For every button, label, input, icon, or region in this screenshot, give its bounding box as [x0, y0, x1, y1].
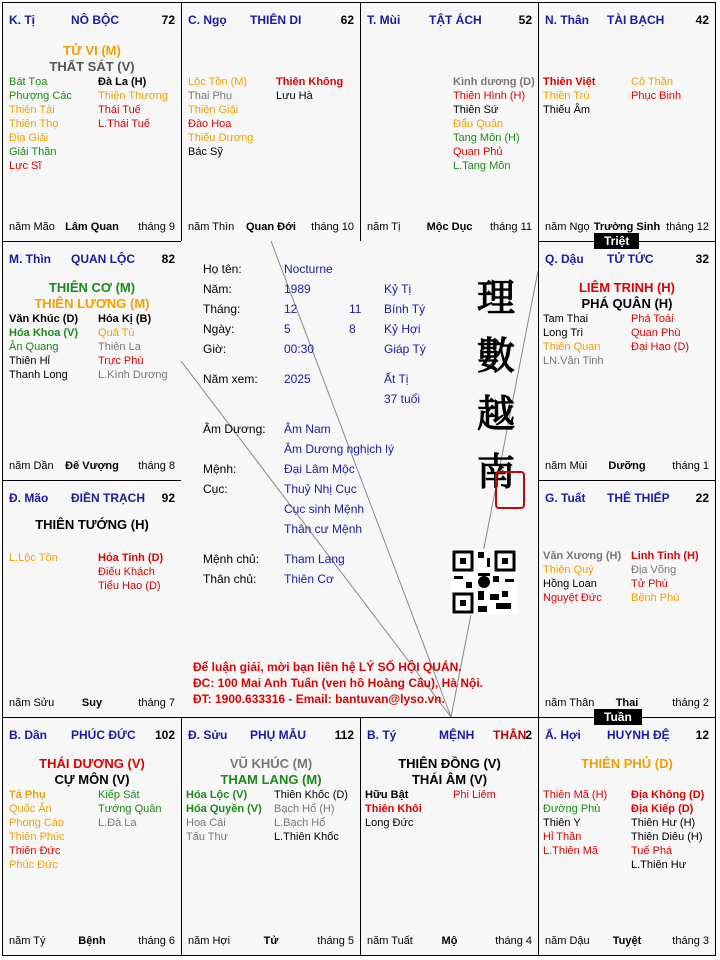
palace-month: tháng 2	[672, 697, 709, 709]
tuan-tag: Tuần	[594, 709, 642, 725]
label-am-duong: Âm Dương:	[203, 422, 266, 436]
palace-month: tháng 6	[138, 935, 175, 947]
minor-star: Phá Toái	[631, 313, 674, 325]
value-menh: Đại Lâm Mộc	[284, 462, 355, 476]
value-gio: 00:30	[284, 342, 315, 356]
palace-year: năm Tị	[367, 221, 401, 233]
palace-year: năm Mùi	[545, 460, 588, 472]
minor-star: Văn Khúc (D)	[9, 313, 79, 325]
value-thang-al: 11	[349, 302, 362, 316]
minor-star: Thiên Khốc (D)	[274, 789, 348, 801]
minor-star: L.Lộc Tồn	[9, 552, 58, 564]
minor-star: Thiên Phúc	[9, 831, 65, 843]
minor-star: Phong Cáo	[9, 817, 65, 829]
minor-star: Phi Liêm	[453, 789, 496, 801]
minor-star: Đà La (H)	[98, 76, 147, 88]
minor-star: L.Thiên Mã	[543, 845, 599, 857]
palace-hoi	[538, 717, 716, 956]
label-nam-xem: Năm xem:	[203, 372, 258, 386]
truong-sinh: Suy	[81, 697, 103, 709]
palace-name: TÀI BẠCH	[607, 13, 665, 27]
minor-star: Nguyệt Đức	[543, 592, 602, 604]
palace-number: 2	[525, 728, 532, 742]
minor-star: Ân Quang	[9, 341, 59, 353]
label-ho-ten: Họ tên:	[203, 262, 242, 276]
minor-star: Hỏa Tinh (D)	[98, 552, 164, 564]
value-tuoi: 37 tuổi	[384, 392, 421, 406]
minor-star: Bệnh Phù	[631, 592, 680, 604]
palace-number: 12	[695, 728, 709, 742]
main-star: THÁI DƯƠNG (V)	[39, 756, 145, 771]
minor-star: Thiên Trù	[543, 90, 590, 102]
minor-star: Trực Phù	[98, 355, 144, 367]
minor-star: Thanh Long	[9, 369, 68, 381]
value-thang-can: Bính Tý	[384, 302, 426, 316]
minor-star: L.Thiên Hư	[631, 859, 687, 871]
palace-month: tháng 1	[672, 460, 709, 472]
palace-ty	[360, 717, 539, 956]
brand-char: 南	[476, 449, 515, 494]
minor-star: Hóa Khoa (V)	[9, 327, 79, 339]
palace-number: 52	[518, 13, 532, 27]
minor-star: Thiên Quan	[543, 341, 601, 353]
minor-star: Quan Phủ	[453, 146, 503, 158]
minor-star: Thiên Thương	[98, 90, 169, 102]
minor-star: Hóa Kị (B)	[98, 313, 152, 325]
palace-name: TẬT ÁCH	[429, 13, 482, 27]
minor-star: Tả Phụ	[9, 789, 46, 801]
palace-number: 62	[340, 13, 354, 27]
minor-star: Lực Sĩ	[9, 160, 42, 172]
palace-name: PHÚC ĐỨC	[71, 728, 136, 742]
label-than-chu: Thân chủ:	[203, 572, 257, 586]
palace-dau	[538, 241, 716, 481]
value-ho-ten: Nocturne	[284, 262, 333, 276]
truong-sinh: Tử	[263, 935, 279, 947]
minor-star: Kiếp Sát	[98, 789, 140, 801]
minor-star: Quả Tú	[98, 327, 135, 339]
center-info-panel	[181, 241, 538, 717]
minor-star: Đẩu Quân	[453, 118, 504, 130]
palace-number: 82	[161, 252, 175, 266]
minor-star: L.Thiên Khốc	[274, 831, 339, 843]
palace-branch: G. Tuất	[545, 491, 586, 505]
main-star: THÁI ÂM (V)	[411, 772, 488, 787]
truong-sinh: Thai	[615, 697, 639, 709]
minor-star: Thiên Hư (H)	[631, 817, 696, 829]
palace-name: PHỤ MẪU	[250, 728, 306, 742]
minor-star: Hồng Loan	[543, 578, 597, 590]
label-gio: Giờ:	[203, 342, 227, 356]
qr-code-icon	[451, 549, 517, 615]
value-thang: 12	[284, 302, 298, 316]
value-cuc-3: Thân cư Mệnh	[284, 522, 363, 536]
minor-star: Thai Phụ	[188, 90, 233, 102]
truong-sinh: Lâm Quan	[65, 221, 119, 233]
minor-star: Đào Hoa	[188, 118, 232, 130]
minor-star: Phượng Các	[9, 90, 72, 102]
minor-star: Giải Thần	[9, 146, 57, 158]
palace-year: năm Dần	[9, 460, 54, 472]
red-seal-icon	[495, 471, 525, 509]
palace-branch: N. Thân	[545, 13, 589, 27]
value-nam-xem: 2025	[284, 372, 311, 386]
minor-star: Kình dương (D)	[453, 76, 535, 88]
minor-star: Cô Thần	[631, 76, 673, 88]
palace-month: tháng 4	[495, 935, 532, 947]
palace-suu	[181, 717, 361, 956]
value-cuc-2: Cục sinh Mệnh	[284, 502, 365, 516]
minor-star: Thiên La	[98, 341, 141, 353]
main-star: PHÁ QUÂN (H)	[581, 296, 673, 311]
minor-star: Hỉ Thần	[543, 831, 582, 843]
minor-star: Địa Võng	[631, 564, 677, 576]
minor-star: Hoa Cái	[186, 817, 226, 829]
minor-star: Tướng Quân	[98, 803, 162, 815]
palace-thin	[2, 241, 182, 481]
palace-branch: T. Mùi	[367, 13, 401, 27]
palace-branch: Đ. Mão	[9, 491, 49, 505]
minor-star: Quan Phù	[631, 327, 681, 339]
minor-star: Tấu Thư	[186, 831, 229, 843]
palace-month: tháng 7	[138, 697, 175, 709]
value-menh-chu: Tham Lang	[284, 552, 345, 566]
truong-sinh: Quan Đới	[246, 221, 296, 233]
minor-star: L.Thái Tuế	[98, 118, 150, 130]
main-star: CỰ MÔN (V)	[54, 772, 130, 787]
value-ngay: 5	[284, 322, 291, 336]
value-nam-can: Kỷ Tị	[384, 282, 412, 296]
palace-name: HUYNH ĐỆ	[607, 728, 670, 742]
minor-star: Tiểu Hao (D)	[98, 580, 161, 592]
palace-mao	[2, 480, 182, 718]
contact-line: ĐC: 100 Mai Anh Tuấn (ven hồ Hoàng Cầu), Hà Nội.	[193, 676, 484, 690]
minor-star: Thiên Thọ	[9, 118, 59, 130]
palace-branch: B. Tý	[367, 728, 397, 742]
palace-branch: M. Thìn	[9, 252, 51, 266]
brand-char: 理	[476, 275, 515, 320]
main-star: THIÊN PHỦ (D)	[581, 756, 673, 771]
minor-star: Phúc Đức	[9, 859, 58, 871]
main-star: TỬ VI (M)	[63, 43, 121, 58]
palace-year: năm Tuất	[367, 935, 413, 947]
minor-star: Điếu Khách	[98, 566, 155, 578]
minor-star: Phục Binh	[631, 90, 682, 102]
palace-number: 72	[161, 13, 175, 27]
minor-star: L.Bạch Hổ	[274, 817, 326, 829]
palace-than	[538, 2, 716, 242]
palace-branch: K. Tị	[9, 13, 35, 27]
value-am-duong-2: Âm Dương nghịch lý	[284, 442, 394, 456]
minor-star: Bạch Hổ (H)	[274, 803, 335, 815]
minor-star: Thái Tuế	[98, 104, 141, 116]
value-nam-xem-can: Ất Tị	[384, 372, 409, 386]
palace-ngo	[181, 2, 361, 242]
minor-star: Địa Kiếp (D)	[631, 803, 694, 815]
brand-char: 數	[476, 333, 515, 378]
minor-star: Đại Hao (D)	[631, 341, 690, 353]
minor-star: Hóa Quyền (V)	[186, 803, 262, 815]
minor-star: Linh Tinh (H)	[631, 550, 699, 562]
minor-star: Lộc Tồn (M)	[188, 76, 248, 88]
label-ngay: Ngày:	[203, 322, 235, 336]
palace-month: tháng 5	[317, 935, 354, 947]
main-star: THIÊN LƯƠNG (M)	[34, 296, 150, 311]
minor-star: Lưu Hà	[276, 90, 313, 102]
minor-star: Thiên Hình (H)	[453, 90, 526, 102]
label-menh: Mệnh:	[203, 462, 237, 476]
minor-star: L.Kình Dương	[98, 369, 168, 381]
palace-number: 32	[695, 252, 709, 266]
main-star: THIÊN ĐỒNG (V)	[398, 756, 501, 771]
value-nam: 1989	[284, 282, 311, 296]
palace-branch: Đ. Sửu	[188, 728, 228, 742]
minor-star: Bát Tọa	[9, 76, 48, 88]
label-thang: Tháng:	[203, 302, 241, 316]
minor-star: Thiên Diêu (H)	[631, 831, 703, 843]
palace-year: năm Thìn	[188, 221, 235, 233]
main-star: THẤT SÁT (V)	[49, 59, 135, 74]
palace-month: tháng 3	[672, 935, 709, 947]
minor-star: Thiên Đức	[9, 845, 61, 857]
minor-star: Long Trì	[543, 327, 584, 339]
minor-star: Đường Phù	[543, 803, 601, 815]
palace-branch: B. Dần	[9, 728, 48, 742]
contact-line: Để luận giải, mời bạn liên hệ LÝ SỐ HỘI QUÁN.	[193, 660, 462, 674]
minor-star: Văn Xương (H)	[543, 550, 622, 562]
palace-name: TỬ TỨC	[607, 252, 654, 266]
main-star: VŨ KHÚC (M)	[229, 756, 313, 771]
palace-tuat	[538, 480, 716, 718]
truong-sinh: Bệnh	[78, 935, 106, 947]
palace-year: năm Dậu	[545, 935, 590, 947]
minor-star: Thiên Hỉ	[9, 355, 50, 367]
truong-sinh: Đế Vượng	[65, 460, 119, 472]
palace-mui	[360, 2, 539, 242]
main-star: LIÊM TRINH (H)	[578, 280, 676, 295]
value-gio-can: Giáp Tý	[384, 342, 426, 356]
minor-star: Thiếu Âm	[543, 104, 591, 116]
value-am-duong: Âm Nam	[284, 422, 331, 436]
palace-year: năm Sửu	[9, 697, 55, 709]
label-cuc: Cục:	[203, 482, 228, 496]
triet-tag: Triệt	[594, 233, 639, 249]
palace-name: THÊ THIẾP	[607, 491, 670, 505]
minor-star: Thiên Giải	[188, 104, 239, 116]
minor-star: Địa Không (D)	[631, 789, 705, 801]
minor-star: Thiên Mã (H)	[543, 789, 608, 801]
palace-ti	[2, 2, 182, 242]
main-star: THAM LANG (M)	[220, 772, 322, 787]
palace-branch: Q. Dậu	[545, 252, 584, 266]
truong-sinh: Mộ	[441, 935, 458, 947]
palace-number: 42	[695, 13, 709, 27]
palace-year: năm Tý	[9, 935, 46, 947]
minor-star: Thiên Tài	[9, 104, 55, 116]
minor-star: Thiên Khôi	[365, 803, 422, 815]
palace-number: 22	[695, 491, 709, 505]
minor-star: Quốc Ấn	[9, 803, 52, 815]
minor-star: Tử Phù	[631, 578, 668, 590]
palace-name: QUAN LỘC	[71, 252, 135, 266]
palace-name: NÔ BỘC	[71, 13, 119, 27]
truong-sinh: Trường Sinh	[593, 221, 661, 233]
palace-name: ĐIỀN TRẠCH	[71, 491, 145, 505]
palace-number: 102	[154, 728, 175, 742]
than-label: THÂN	[493, 728, 527, 742]
palace-name: MỆNH	[439, 728, 475, 742]
minor-star: LN.Văn Tinh	[543, 355, 604, 367]
value-than-chu: Thiên Cơ	[284, 572, 334, 586]
truong-sinh: Tuyệt	[612, 935, 642, 947]
palace-month: tháng 10	[311, 221, 354, 233]
palace-month: tháng 9	[138, 221, 175, 233]
main-star: THIÊN TƯỚNG (H)	[35, 517, 149, 532]
minor-star: Tam Thai	[543, 313, 589, 325]
minor-star: Địa Giải	[9, 132, 49, 144]
palace-year: năm Hợi	[188, 935, 231, 947]
minor-star: Tang Môn (H)	[453, 132, 520, 144]
palace-name: THIÊN DI	[250, 13, 302, 27]
palace-month: tháng 12	[666, 221, 709, 233]
minor-star: Thiếu Dương	[188, 132, 254, 144]
label-menh-chu: Mệnh chủ:	[203, 552, 260, 566]
minor-star: Thiên Việt	[543, 76, 596, 88]
label-nam: Năm:	[203, 282, 232, 296]
value-cuc: Thuỷ Nhị Cục	[284, 482, 357, 496]
palace-branch: Ấ. Hợi	[545, 728, 581, 742]
palace-year: năm Mão	[9, 221, 55, 233]
minor-star: Tuế Phá	[631, 845, 673, 857]
contact-line: ĐT: 1900.633316 - Email: bantuvan@lyso.vn.	[193, 692, 445, 706]
minor-star: Thiên Không	[276, 76, 344, 88]
minor-star: Long Đức	[365, 817, 414, 829]
minor-star: L.Đà La	[98, 817, 137, 829]
palace-year: năm Ngọ	[545, 221, 590, 233]
minor-star: Bác Sỹ	[188, 146, 223, 158]
palace-number: 112	[334, 728, 354, 742]
truong-sinh: Mộc Dục	[426, 221, 473, 233]
minor-star: Thiên Sứ	[453, 104, 499, 116]
minor-star: Hữu Bật	[365, 789, 409, 801]
palace-year: năm Thân	[545, 697, 595, 709]
brand-logo	[466, 269, 526, 501]
brand-char: 越	[476, 391, 515, 436]
palace-month: tháng 11	[489, 221, 532, 233]
minor-star: Hóa Lộc (V)	[186, 789, 248, 801]
minor-star: L.Tang Môn	[453, 160, 511, 172]
value-ngay-al: 8	[349, 322, 356, 336]
palace-month: tháng 8	[138, 460, 175, 472]
truong-sinh: Dưỡng	[608, 460, 646, 472]
palace-branch: C. Ngọ	[188, 13, 227, 27]
value-ngay-can: Kỷ Hợi	[384, 322, 421, 336]
palace-number: 92	[161, 491, 175, 505]
palace-dan	[2, 717, 182, 956]
minor-star: Thiên Y	[543, 817, 581, 829]
main-star: THIÊN CƠ (M)	[48, 280, 136, 295]
minor-star: Thiên Quý	[543, 564, 594, 576]
